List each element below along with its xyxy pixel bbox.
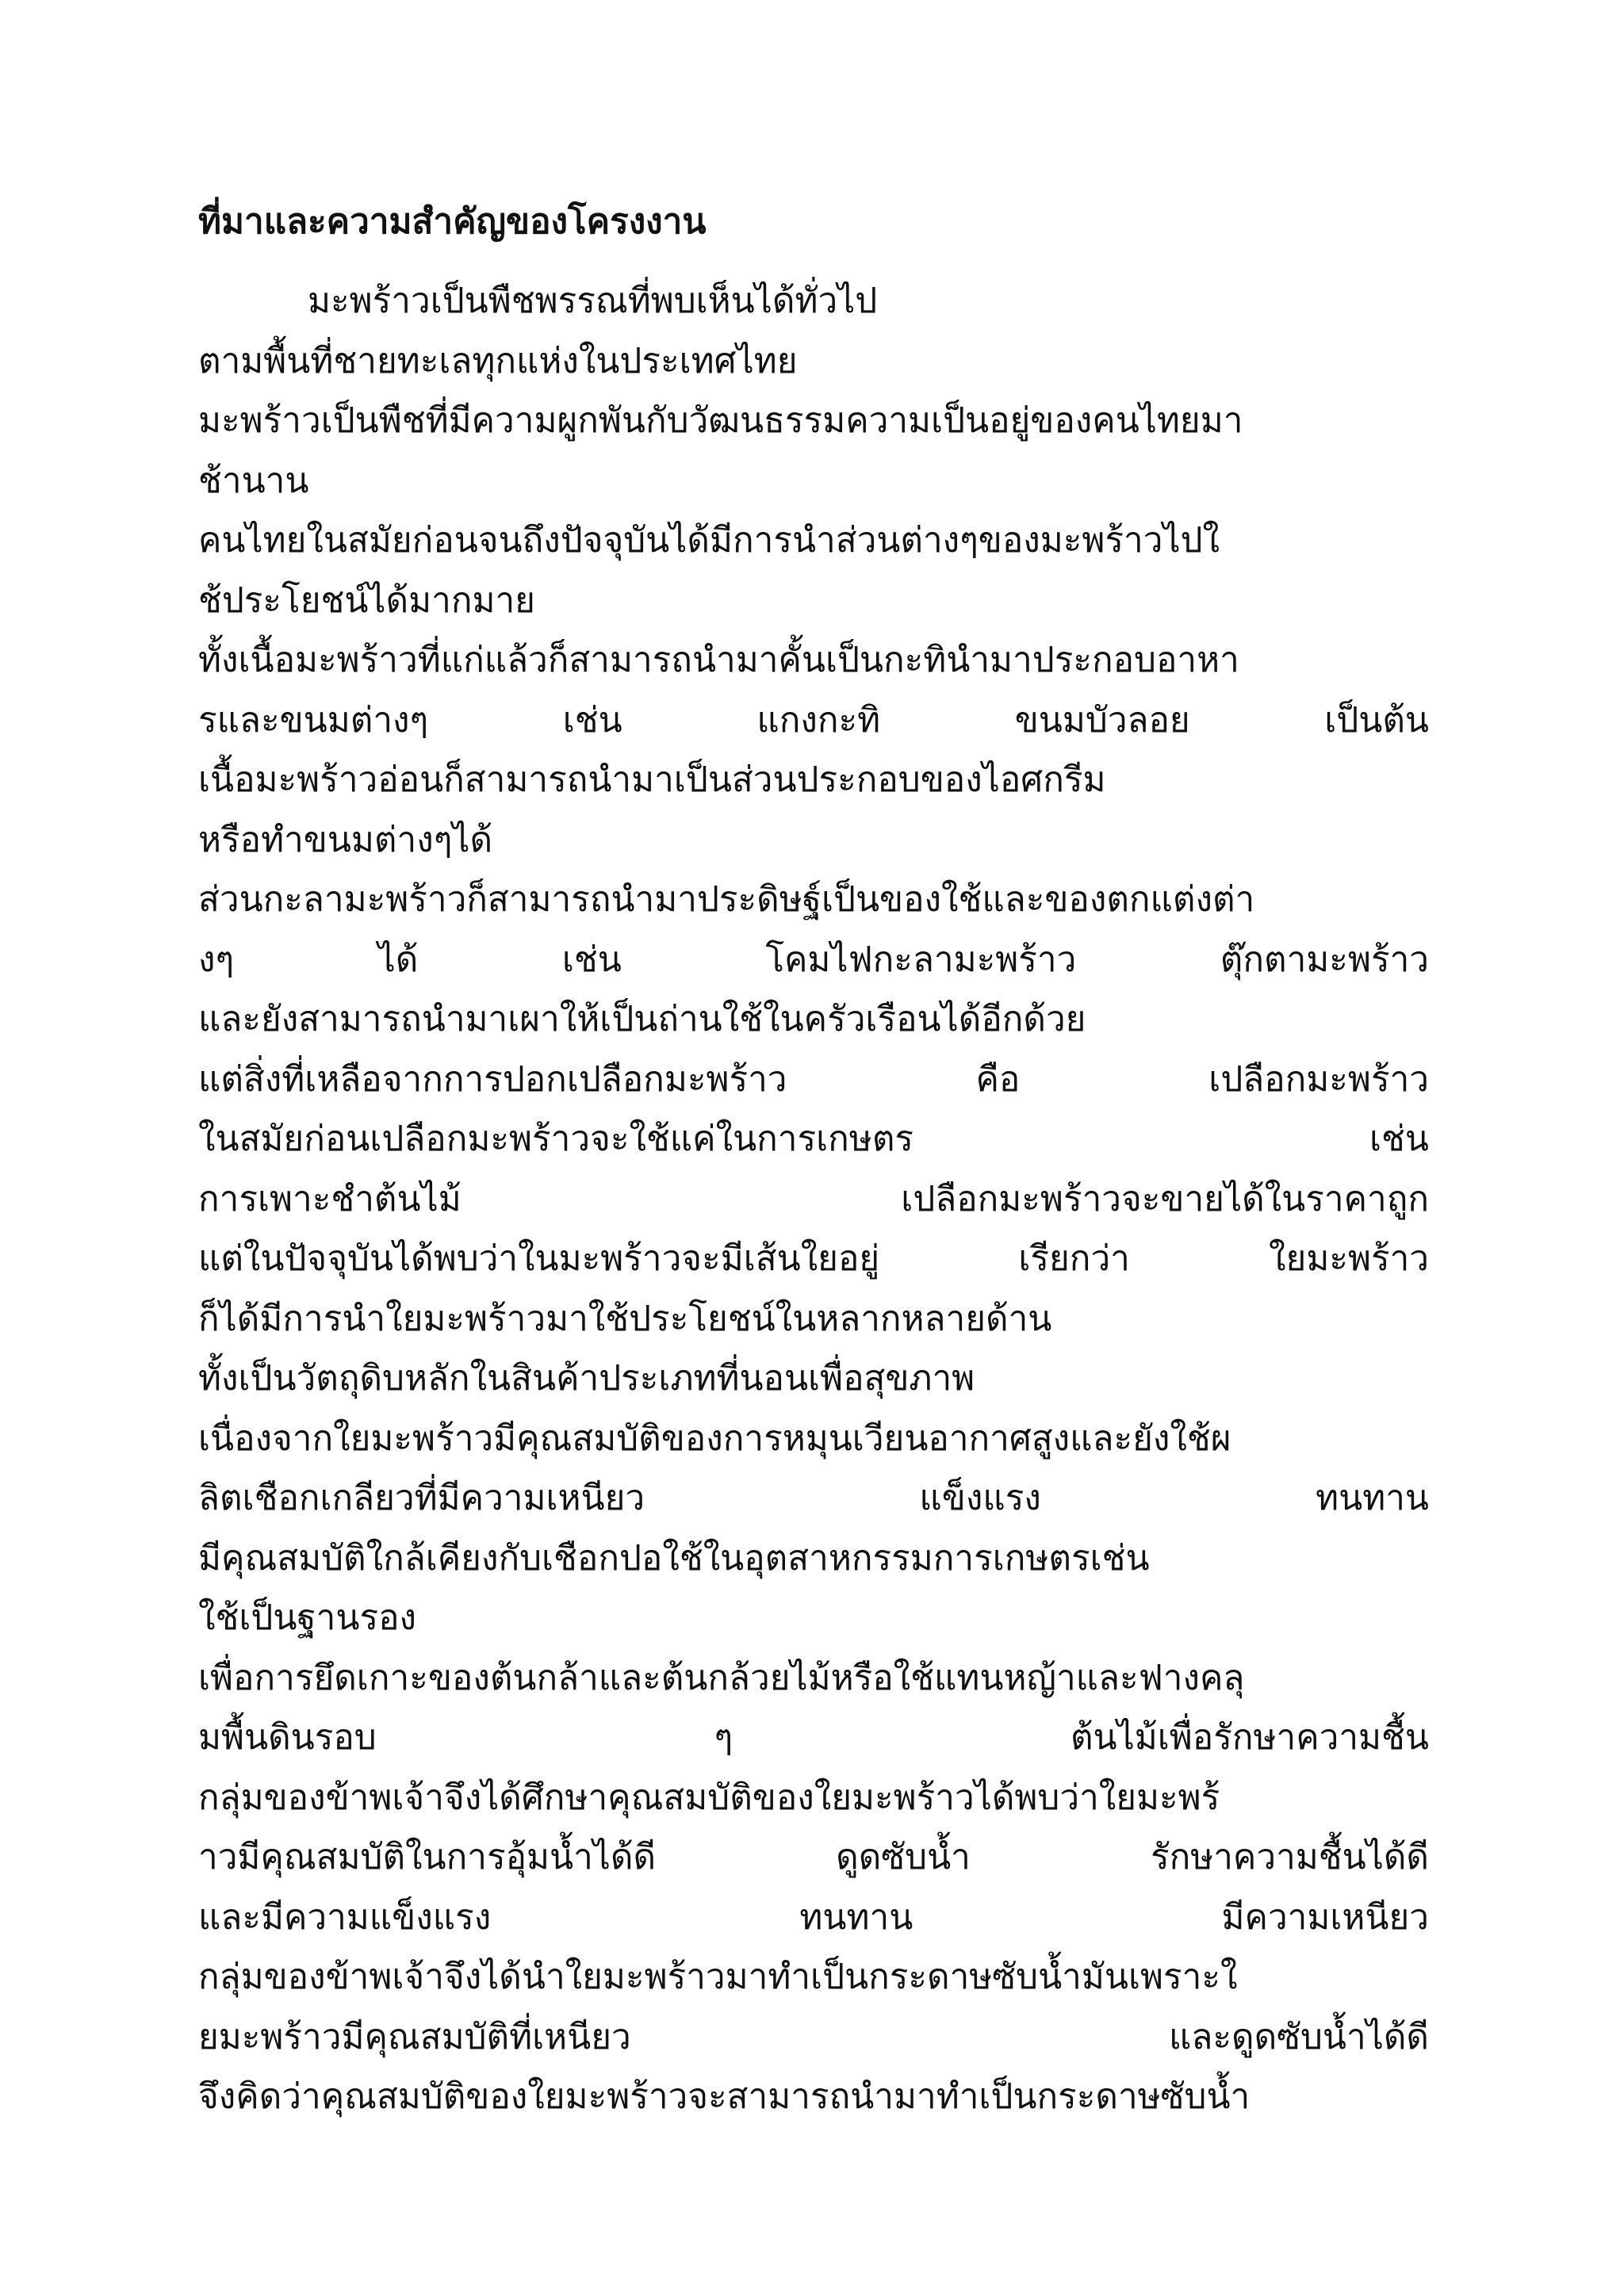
paragraph-line: ทั้งเป็นวัตถุดิบหลักในสินค้าประเภทที่นอนเพื่อสุขภาพ (198, 1358, 975, 1399)
paragraph-line: กลุ่มของข้าพเจ้าจึงได้ศึกษาคุณสมบัติของใยมะพร้าวได้พบว่าใยมะพร้ (198, 1777, 1220, 1818)
body-paragraph (198, 271, 1429, 2127)
paragraph-line: งๆ ได้ เช่น โคมไฟกะลามะพร้าว ตุ๊กตามะพร้าว (198, 939, 1429, 980)
paragraph-line: แต่สิ่งที่เหลือจากการปอกเปลือกมะพร้าว คือ เปลือกมะพร้าว (198, 1058, 1429, 1100)
paragraph-line: จึงคิดว่าคุณสมบัติของใยมะพร้าวจะสามารถนำมาทำเป็นกระดาษซับน้ำ (198, 2076, 1251, 2117)
paragraph-line: และยังสามารถนำมาเผาให้เป็นถ่านใช้ในครัวเรือนได้อีกด้วย (198, 999, 1086, 1039)
paragraph-line: มพื้นดินรอบ ๆ ต้นไม้เพื่อรักษาความชื้น (198, 1717, 1429, 1758)
paragraph-line: แต่ในปัจจุบันได้พบว่าในมะพร้าวจะมีเส้นใยอยู่ เรียกว่า ใยมะพร้าว (198, 1238, 1429, 1279)
paragraph-line: ในสมัยก่อนเปลือกมะพร้าวจะใช้แค่ในการเกษตร เช่น (198, 1119, 1429, 1159)
paragraph-line: ส่วนกะลามะพร้าวก็สามารถนำมาประดิษฐ์เป็นของใช้และของตกแต่งต่า (198, 879, 1255, 920)
paragraph-line: กลุ่มของข้าพเจ้าจึงได้นำใยมะพร้าวมาทำเป็นกระดาษซับน้ำมันเพราะใ (198, 1957, 1238, 1997)
section-heading: ที่มาและความสำคัญของโครงงาน (198, 201, 707, 242)
paragraph-line: เนื้อมะพร้าวอ่อนก็สามารถนำมาเป็นส่วนประกอบของไอศกรีม (198, 760, 1106, 800)
paragraph-line: มะพร้าวเป็นพืชที่มีความผูกพันกับวัฒนธรรมความเป็นอยู่ของคนไทยมา (198, 400, 1243, 441)
paragraph-line: มีคุณสมบัติใกล้เคียงกับเชือกปอใช้ในอุตสาหกรรมการเกษตรเช่น (198, 1537, 1150, 1578)
paragraph-line: ช้ประโยชน์ได้มากมาย (198, 580, 535, 621)
paragraph-line: ตามพื้นที่ชายทะเลทุกแห่งในประเทศไทย (198, 340, 798, 381)
paragraph-line: ช้านาน (198, 460, 309, 501)
paragraph-line: และมีความแข็งแรง ทนทาน มีความเหนียว (198, 1896, 1429, 1938)
paragraph-line: รและขนมต่างๆ เช่น แกงกะทิ ขนมบัวลอย เป็นต้น (198, 699, 1429, 740)
paragraph-line: เพื่อการยึดเกาะของต้นกล้าและต้นกล้วยไม้หรือใช้แทนหญ้าและฟางคลุ (198, 1657, 1245, 1698)
paragraph-line: ยมะพร้าวมีคุณสมบัติที่เหนียว และดูดซับน้ำได้ดี (198, 2016, 1429, 2057)
paragraph-line: ทั้งเนื้อมะพร้าวที่แก่แล้วก็สามารถนำมาคั้นเป็นกะทินำมาประกอบอาหา (198, 640, 1239, 680)
paragraph-line: มะพร้าวเป็นพืชพรรณที่พบเห็นได้ทั่วไป (308, 281, 878, 321)
paragraph-line: ก็ได้มีการนำใยมะพร้าวมาใช้ประโยชน์ในหลากหลายด้าน (198, 1298, 1052, 1339)
paragraph-line: าวมีคุณสมบัติในการอุ้มน้ำได้ดี ดูดซับน้ำ รักษาความชื้นได้ดี (198, 1837, 1429, 1877)
paragraph-line: ลิตเชือกเกลียวที่มีความเหนียว แข็งแรง ทนทาน (198, 1478, 1429, 1518)
paragraph-line: เนื่องจากใยมะพร้าวมีคุณสมบัติของการหมุนเวียนอากาศสูงและยังใช้ผ (198, 1418, 1231, 1459)
paragraph-line: คนไทยในสมัยก่อนจนถึงปัจจุบันได้มีการนำส่วนต่างๆของมะพร้าวไปใ (198, 520, 1220, 561)
paragraph-line: ใช้เป็นฐานรอง (198, 1598, 416, 1638)
paragraph-line: การเพาะชำต้นไม้ เปลือกมะพร้าวจะขายได้ในราคาถูก (198, 1178, 1429, 1219)
paragraph-line: หรือทำขนมต่างๆได้ (198, 819, 493, 860)
